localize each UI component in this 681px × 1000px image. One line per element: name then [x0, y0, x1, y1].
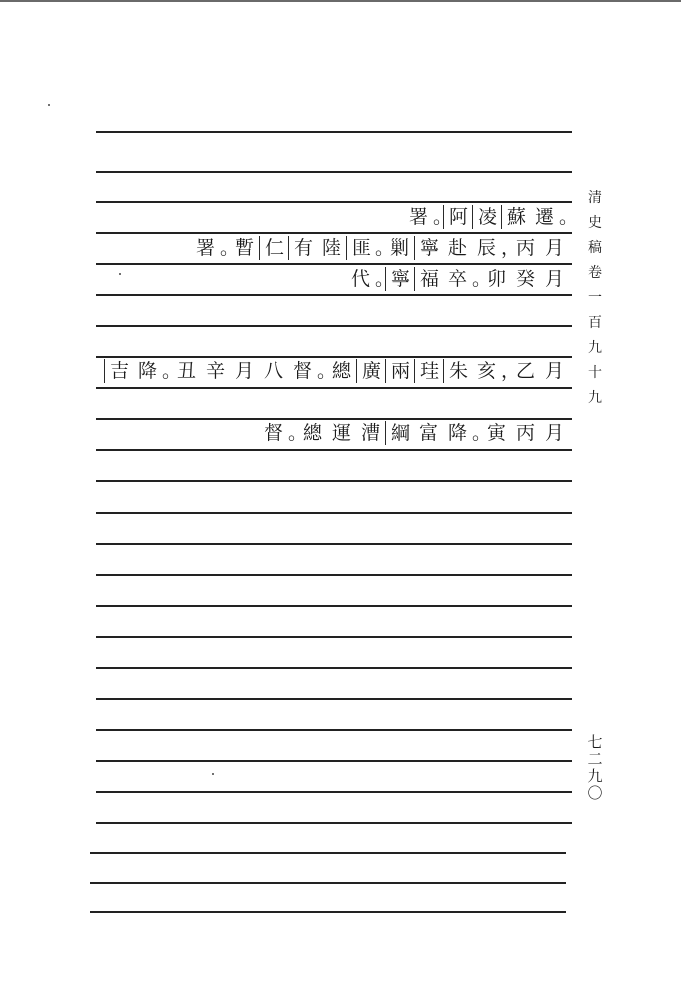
proper-name-glyph: 匪	[346, 236, 375, 260]
text-glyph: 八	[263, 360, 283, 382]
table-rule-line	[96, 480, 572, 482]
scan-speck	[48, 104, 50, 106]
table-row-entry	[191, 236, 569, 260]
proper-name-glyph: 兩	[385, 359, 414, 383]
table-rule-line	[96, 636, 572, 638]
table-rule-line	[90, 852, 566, 854]
punctuation-mark: 。	[375, 268, 395, 290]
text-glyph: 總	[331, 360, 351, 382]
text-glyph: 富	[418, 422, 438, 444]
table-rule-line	[96, 574, 572, 576]
text-glyph: 運	[331, 422, 351, 444]
text-glyph: 陸	[321, 237, 341, 259]
punctuation-mark: 。	[472, 268, 492, 290]
text-glyph: 漕	[360, 422, 380, 444]
text-glyph: 丙	[515, 237, 535, 259]
table-rule-line	[96, 232, 572, 234]
page-number: 七二九〇	[587, 733, 603, 802]
table-rule-line	[90, 882, 566, 884]
text-glyph: 月	[234, 360, 254, 382]
running-header-title: 清史稿卷一百九十九	[588, 190, 602, 406]
text-glyph: 辛	[205, 360, 225, 382]
text-glyph: 降	[447, 422, 467, 444]
table-rule-line	[96, 263, 572, 265]
punctuation-mark: 。	[472, 422, 492, 444]
table-rule-line	[96, 543, 572, 545]
text-glyph: 月	[544, 237, 564, 259]
punctuation-mark: 。	[559, 206, 579, 228]
proper-name-glyph: 有	[288, 236, 317, 260]
text-glyph: 暫	[234, 237, 254, 259]
table-row-entry	[104, 359, 569, 383]
table-rule-line	[96, 418, 572, 420]
table-rule-line	[96, 791, 572, 793]
table-rule-line	[96, 201, 572, 203]
proper-name-glyph: 珪	[414, 359, 443, 383]
text-glyph: 遷	[534, 206, 554, 228]
text-glyph: 代	[350, 268, 370, 290]
text-glyph: 督	[292, 360, 312, 382]
text-glyph: 癸	[515, 268, 535, 290]
table-rule-line	[96, 822, 572, 824]
punctuation-mark: 。	[375, 237, 395, 259]
text-glyph: 署	[195, 237, 215, 259]
text-glyph: 剿	[389, 237, 409, 259]
text-glyph: 辰	[476, 237, 496, 259]
proper-name-glyph: 寧	[385, 267, 414, 291]
table-rule-line	[96, 325, 572, 327]
page-top-border	[0, 0, 681, 2]
text-glyph: 督	[263, 422, 283, 444]
scan-speck	[212, 773, 214, 775]
table-rule-line	[96, 512, 572, 514]
table-rule-line	[96, 171, 572, 173]
table-row-entry	[404, 205, 579, 229]
table-rule-line	[96, 760, 572, 762]
text-glyph: 降	[137, 360, 157, 382]
table-row-entry	[346, 267, 569, 291]
punctuation-mark: 。	[433, 206, 453, 228]
proper-name-glyph: 蘇	[501, 205, 530, 229]
text-glyph: 署	[408, 206, 428, 228]
proper-name-glyph: 綱	[385, 421, 414, 445]
text-glyph: 月	[544, 422, 564, 444]
text-glyph: 丑	[176, 360, 196, 382]
text-glyph: 總	[302, 422, 322, 444]
proper-name-glyph: 仁	[259, 236, 288, 260]
proper-name-glyph: 阿	[443, 205, 472, 229]
table-rule-line	[96, 356, 572, 358]
text-glyph: 赴	[447, 237, 467, 259]
proper-name-glyph: 凌	[472, 205, 501, 229]
text-glyph: 卯	[486, 268, 506, 290]
table-rule-line	[96, 729, 572, 731]
text-glyph: 月	[544, 360, 564, 382]
punctuation-mark: 。	[317, 360, 337, 382]
table-rule-line	[96, 698, 572, 700]
proper-name-glyph: 廣	[356, 359, 385, 383]
text-glyph: 月	[544, 268, 564, 290]
scan-speck	[119, 273, 121, 275]
text-glyph: 乙	[515, 360, 535, 382]
table-rule-line	[96, 131, 572, 133]
table-rule-line	[96, 605, 572, 607]
table-rule-line	[96, 667, 572, 669]
proper-name-glyph: 吉	[104, 359, 133, 383]
table-rule-line	[90, 911, 566, 913]
text-glyph: 寅	[486, 422, 506, 444]
punctuation-mark: 。	[288, 422, 308, 444]
table-rule-line	[96, 449, 572, 451]
punctuation-mark: ，	[501, 237, 521, 259]
proper-name-glyph: 寧	[414, 236, 443, 260]
proper-name-glyph: 朱	[443, 359, 472, 383]
text-glyph: 卒	[447, 268, 467, 290]
proper-name-glyph: 福	[414, 267, 443, 291]
text-glyph: 丙	[515, 422, 535, 444]
table-row-entry	[259, 421, 569, 445]
table-rule-line	[96, 294, 572, 296]
punctuation-mark: 。	[162, 360, 182, 382]
punctuation-mark: ，	[501, 360, 521, 382]
punctuation-mark: 。	[220, 237, 240, 259]
table-rule-line	[96, 387, 572, 389]
text-glyph: 亥	[476, 360, 496, 382]
